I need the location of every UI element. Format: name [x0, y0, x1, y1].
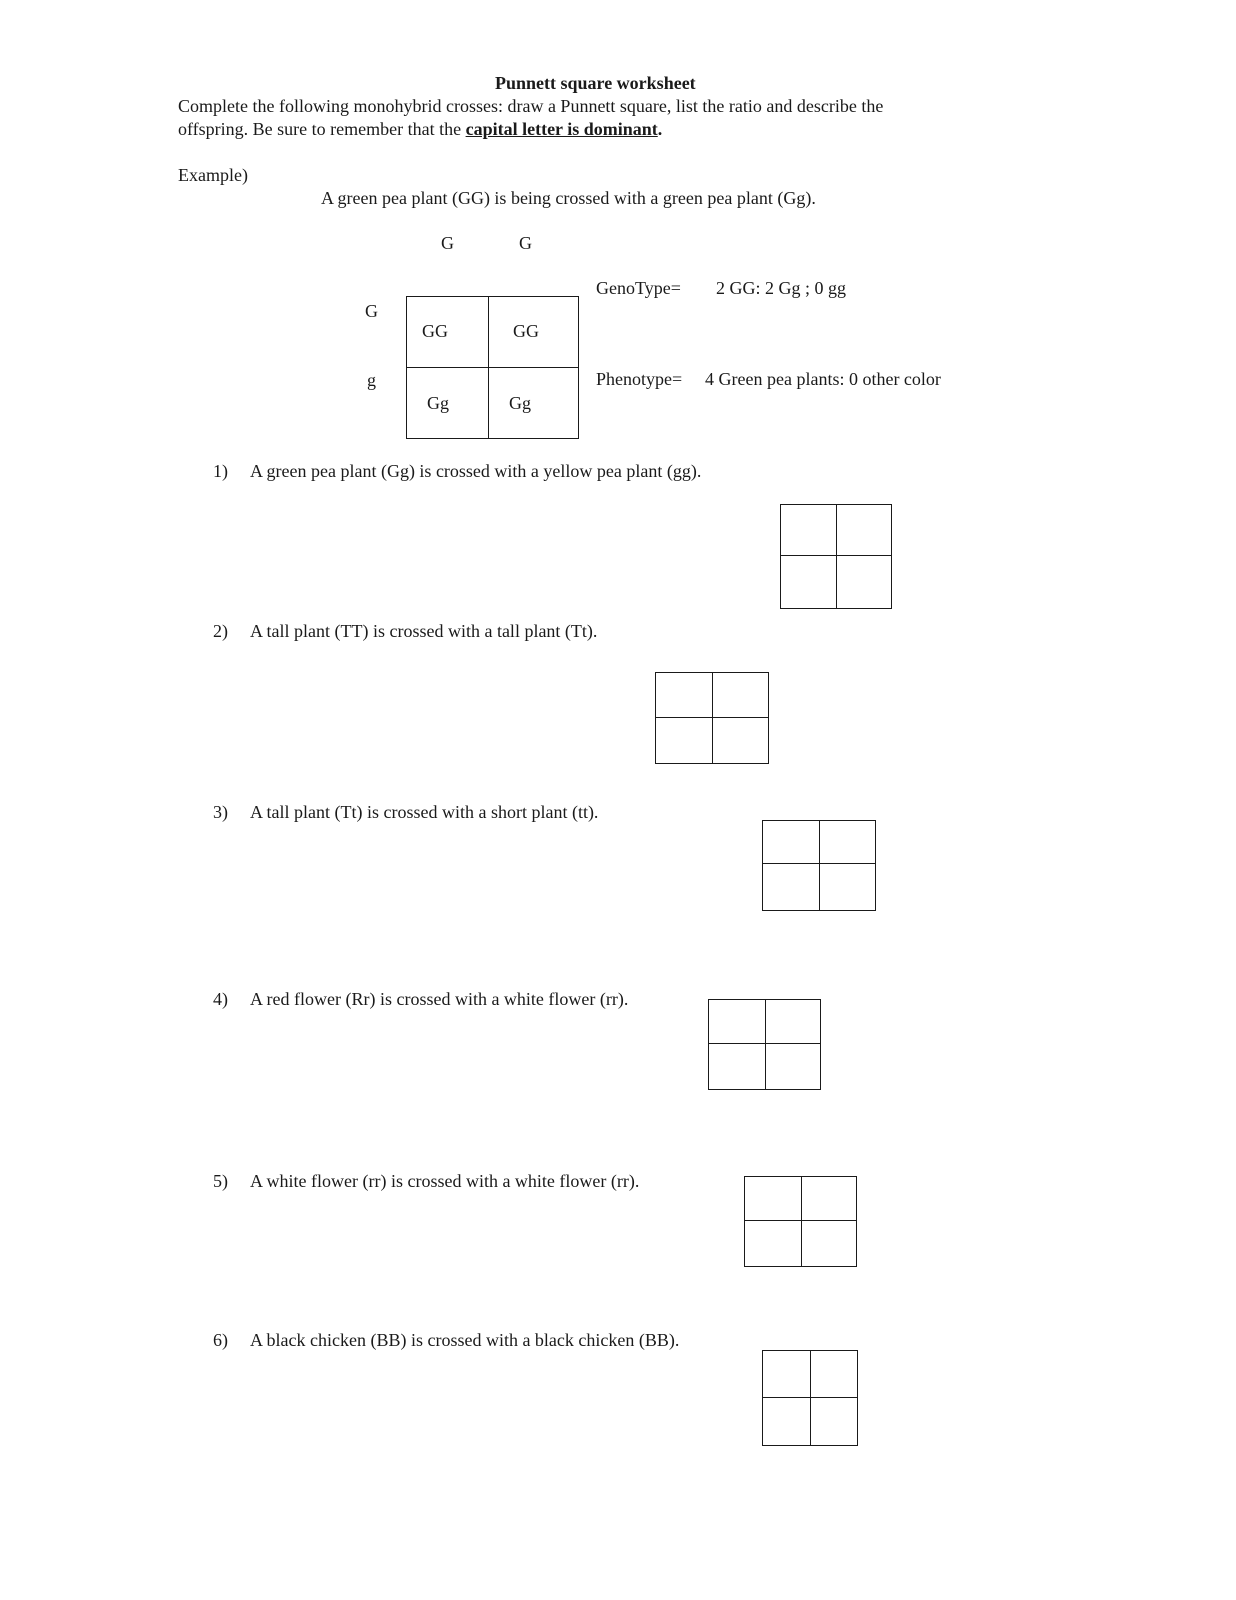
grid-divider-horizontal [407, 367, 578, 368]
dominance-emphasis: capital letter is dominant [465, 119, 658, 139]
side-allele-1: G [365, 301, 378, 321]
question-text: A black chicken (BB) is crossed with a black chicken (BB). [250, 1330, 680, 1350]
example-punnett-square [406, 296, 579, 439]
answer-punnett-grid[interactable] [708, 999, 821, 1090]
question-text: A white flower (rr) is crossed with a white flower (rr). [250, 1171, 640, 1191]
grid-divider-horizontal [763, 863, 875, 864]
grid-divider-horizontal [763, 1397, 857, 1398]
answer-punnett-grid[interactable] [762, 1350, 858, 1446]
top-allele-2: G [519, 233, 532, 253]
grid-divider-vertical [810, 1351, 811, 1445]
answer-punnett-grid[interactable] [655, 672, 769, 764]
grid-divider-vertical [765, 1000, 766, 1089]
instructions-line-2 [178, 120, 662, 138]
grid-divider-horizontal [781, 555, 891, 556]
question-number: 6) [213, 1330, 228, 1350]
phenotype-value: 4 Green pea plants: 0 other color [705, 369, 941, 389]
example-prompt: A green pea plant (GG) is being crossed with a green pea plant (Gg). [321, 188, 816, 208]
genotype-label: GenoType= [596, 278, 681, 298]
side-allele-2: g [367, 370, 376, 390]
grid-divider-horizontal [656, 717, 768, 718]
grid-divider-vertical [712, 673, 713, 763]
grid-divider-horizontal [709, 1043, 820, 1044]
punnett-cell: Gg [509, 393, 531, 413]
answer-punnett-grid[interactable] [780, 504, 892, 609]
punnett-cell: GG [422, 321, 448, 341]
grid-divider-horizontal [745, 1220, 856, 1221]
grid-divider-vertical [801, 1177, 802, 1266]
question-number: 5) [213, 1171, 228, 1191]
grid-divider-vertical [819, 821, 820, 910]
instructions-text: offspring. Be sure to remember that the [178, 119, 466, 139]
genotype-value: 2 GG: 2 Gg ; 0 gg [716, 278, 846, 298]
question-text: A tall plant (TT) is crossed with a tall plant (Tt). [250, 621, 598, 641]
phenotype-label: Phenotype= [596, 369, 683, 389]
question-text: A red flower (Rr) is crossed with a white flower (rr). [250, 989, 629, 1009]
question-text: A green pea plant (Gg) is crossed with a yellow pea plant (gg). [250, 461, 702, 481]
answer-punnett-grid[interactable] [762, 820, 876, 911]
example-label: Example) [178, 165, 248, 185]
question-number: 1) [213, 461, 228, 481]
punnett-cell: GG [513, 321, 539, 341]
worksheet-title: Punnett square worksheet [495, 73, 696, 93]
question-number: 4) [213, 989, 228, 1009]
instructions-line-1: Complete the following monohybrid crosses: draw a Punnett square, list the ratio and describe the [178, 96, 884, 116]
question-text: A tall plant (Tt) is crossed with a short plant (tt). [250, 802, 599, 822]
answer-punnett-grid[interactable] [744, 1176, 857, 1267]
question-number: 2) [213, 621, 228, 641]
grid-divider-vertical [836, 505, 837, 608]
top-allele-1: G [441, 233, 454, 253]
instructions-period: . [657, 119, 663, 139]
question-number: 3) [213, 802, 228, 822]
punnett-cell: Gg [427, 393, 449, 413]
